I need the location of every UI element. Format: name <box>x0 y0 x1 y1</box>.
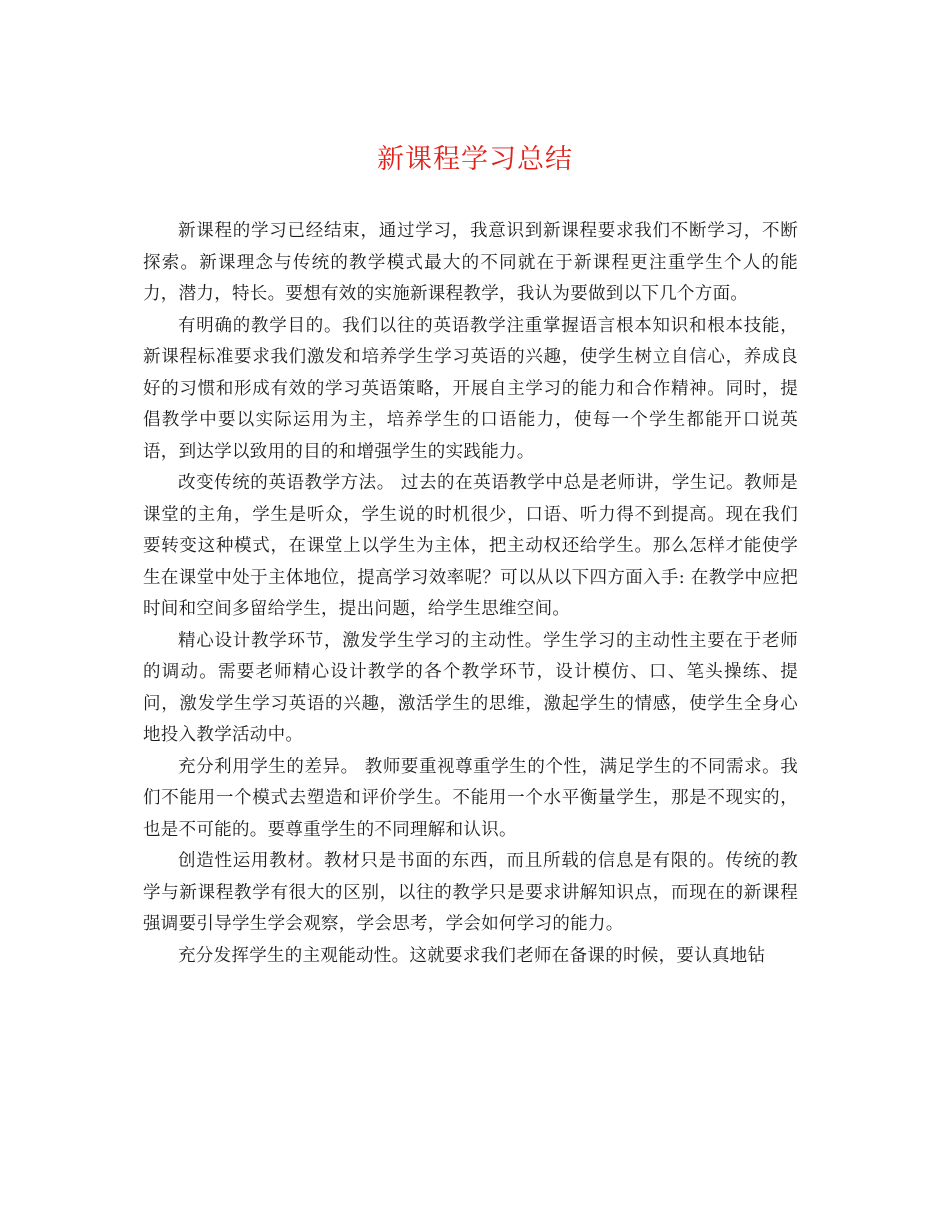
paragraph: 精心设计教学环节，激发学生学习的主动性。学生学习的主动性主要在于老师的调动。需要老师精心设计教学的各个教学环节，设计模仿、口、笔头操练、提问，激发学生学习英语的兴趣，激活学生的思维，激起学生的情感，使学生全身心地投入教学活动中。 <box>143 630 798 745</box>
paragraph: 充分发挥学生的主观能动性。这就要求我们老师在备课的时候，要认真地钻 <box>178 945 766 966</box>
paragraph: 改变传统的英语教学方法。 过去的在英语教学中总是老师讲，学生记。教师是课堂的主角，学生是听众，学生说的时机很少，口语、听力得不到提高。现在我们要转变这种模式，在课堂上以学生为主体，把主动权还给学生。那么怎样才能使学生在课堂中处于主体地位，提高学习效率呢？可以从以下四方面入手: 在教学中应把时间和空间多留给学生，提出问题，给学生思维空间。 <box>143 473 798 619</box>
paragraph: 有明确的教学目的。我们以往的英语教学注重掌握语言根本知识和根本技能，新课程标准要求我们激发和培养学生学习英语的兴趣，使学生树立自信心，养成良好的习惯和形成有效的学习英语策略，开展自主学习的能力和合作精神。同时，提倡教学中要以实际运用为主，培养学生的口语能力，使每一个学生都能开口说英语，到达学以致用的目的和增强学生的实践能力。 <box>143 315 798 462</box>
document-title: 新课程学习总结 <box>377 144 573 175</box>
document-body <box>143 216 798 972</box>
paragraph: 创造性运用教材。教材只是书面的东西，而且所载的信息是有限的。传统的教学与新课程教学有很大的区别，以往的教学只是要求讲解知识点，而现在的新课程强调要引导学生学会观察，学会思考，学会如何学习的能力。 <box>143 851 798 934</box>
paragraph: 新课程的学习已经结束，通过学习，我意识到新课程要求我们不断学习，不断探索。新课理念与传统的教学模式最大的不同就在于新课程更注重学生个人的能力，潜力，特长。要想有效的实施新课程教学，我认为要做到以下几个方面。 <box>143 221 798 304</box>
paragraph: 充分利用学生的差异。 教师要重视尊重学生的个性，满足学生的不同需求。我们不能用一个模式去塑造和评价学生。不能用一个水平衡量学生，那是不现实的，也是不可能的。要尊重学生的不同理解和认识。 <box>143 756 798 840</box>
